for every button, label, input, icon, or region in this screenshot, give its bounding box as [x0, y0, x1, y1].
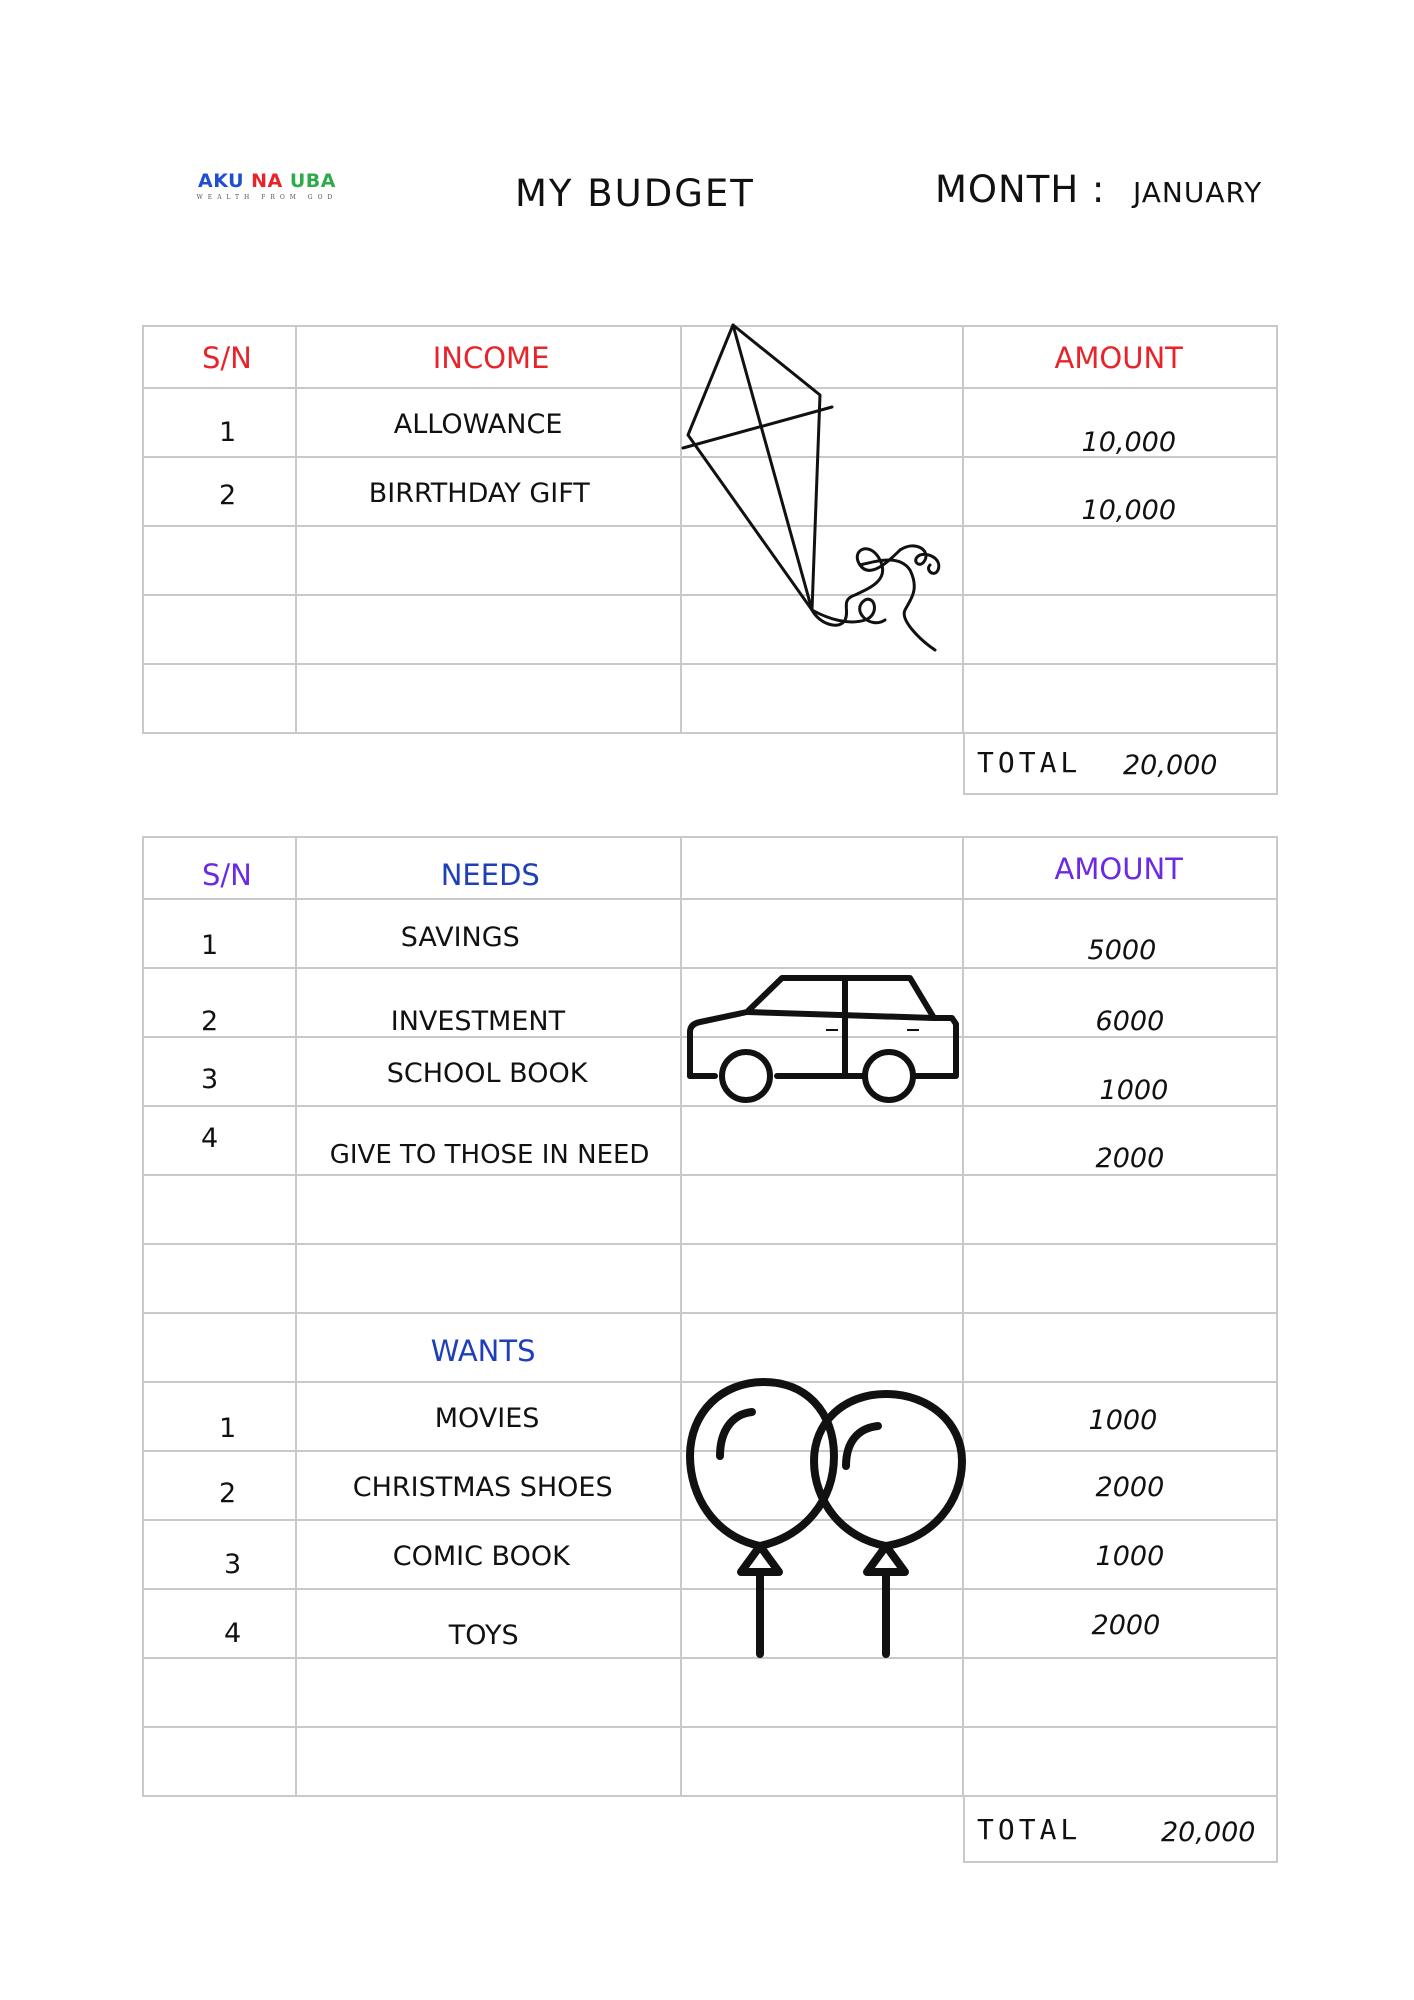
- table-row: [144, 1107, 1278, 1176]
- wants-item-4: TOYS: [448, 1620, 519, 1651]
- kite-icon: [680, 320, 980, 660]
- wants-sn-4: 4: [224, 1618, 242, 1649]
- brand-part-aku: AKU: [197, 170, 245, 192]
- income-sn-1: 1: [219, 417, 237, 448]
- wants-heading: WANTS: [430, 1334, 536, 1368]
- income-sn-header: S/N: [202, 341, 252, 375]
- table-row: [144, 1176, 1278, 1245]
- balloons-icon: [684, 1376, 970, 1661]
- needs-item-3: SCHOOL BOOK: [386, 1058, 588, 1089]
- wants-sn-1: 1: [219, 1413, 237, 1444]
- income-total-label: TOTAL: [977, 746, 1082, 779]
- needs-amount-3: 1000: [1099, 1075, 1169, 1106]
- needs-item-4: GIVE TO THOSE IN NEED: [329, 1140, 650, 1170]
- needs-sn-1: 1: [201, 930, 219, 961]
- brand-name: [192, 170, 342, 192]
- needs-amount-header: AMOUNT: [1054, 852, 1183, 886]
- needs-amount-1: 5000: [1087, 935, 1157, 966]
- income-amount-2: 10,000: [1081, 495, 1177, 526]
- wants-sn-2: 2: [219, 1478, 237, 1509]
- needs-amount-2: 6000: [1095, 1006, 1165, 1037]
- table-row: [144, 1245, 1278, 1314]
- needs-sn-2: 2: [201, 1006, 219, 1037]
- month-value: JANUARY: [1133, 176, 1263, 209]
- brand-part-uba: UBA: [289, 170, 336, 192]
- month-label: MONTH :: [935, 168, 1106, 211]
- brand-part-na: NA: [251, 170, 283, 192]
- wants-total-box: [963, 1797, 1278, 1863]
- needs-sn-4: 4: [201, 1123, 219, 1154]
- wants-header-row: [144, 1314, 1278, 1383]
- needs-sn-3: 3: [201, 1064, 219, 1095]
- wants-sn-3: 3: [224, 1549, 242, 1580]
- table-row: [144, 900, 1278, 969]
- income-total-box: [963, 732, 1278, 795]
- needs-header-row: [144, 838, 1278, 900]
- needs-item-2: INVESTMENT: [390, 1006, 566, 1037]
- income-sn-2: 2: [219, 480, 237, 511]
- wants-item-1: MOVIES: [434, 1403, 540, 1434]
- income-item-1: ALLOWANCE: [393, 409, 563, 440]
- wants-amount-4: 2000: [1091, 1610, 1161, 1641]
- table-row: [144, 665, 1278, 734]
- needs-amount-4: 2000: [1095, 1143, 1165, 1174]
- needs-item-1: SAVINGS: [400, 922, 520, 953]
- brand-logo: [192, 170, 342, 201]
- wants-amount-1: 1000: [1088, 1405, 1158, 1436]
- wants-amount-3: 1000: [1095, 1541, 1165, 1572]
- page-title: MY BUDGET: [515, 172, 755, 215]
- wants-item-2: CHRISTMAS SHOES: [352, 1472, 613, 1503]
- wants-item-3: COMIC BOOK: [392, 1541, 570, 1572]
- income-item-header: INCOME: [432, 341, 550, 375]
- income-amount-header: AMOUNT: [1054, 341, 1183, 375]
- wants-total-label: TOTAL: [977, 1813, 1082, 1846]
- table-row: [144, 1728, 1278, 1797]
- brand-tagline: WEALTH FROM GOD: [196, 194, 338, 201]
- wants-total-value: 20,000: [1161, 1817, 1256, 1848]
- wants-amount-2: 2000: [1095, 1472, 1165, 1503]
- table-row: [144, 1659, 1278, 1728]
- needs-item-header: NEEDS: [440, 858, 540, 892]
- car-icon: [682, 972, 962, 1102]
- needs-sn-header: S/N: [202, 858, 252, 892]
- income-amount-1: 10,000: [1081, 427, 1177, 458]
- income-total-value: 20,000: [1123, 750, 1218, 781]
- income-item-2: BIRRTHDAY GIFT: [368, 478, 590, 509]
